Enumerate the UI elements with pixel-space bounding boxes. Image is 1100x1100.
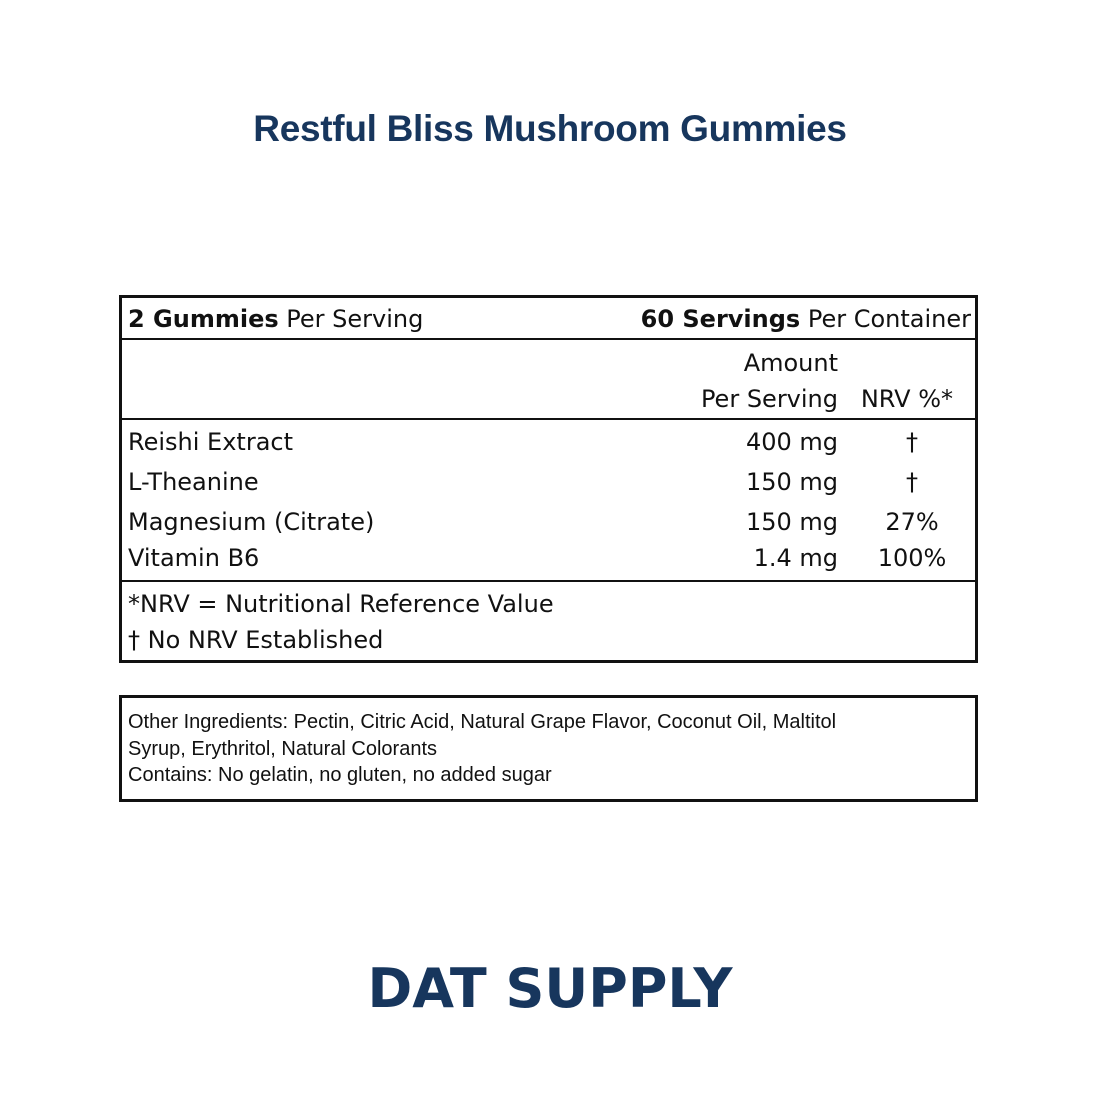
ingredient-nrv: 100% [877,544,947,572]
ingredient-row [122,428,975,464]
header-amount: Amount [743,349,838,377]
ingredient-name: Vitamin B6 [128,544,260,572]
ingredient-row [122,508,975,544]
servings-per-container [641,305,971,333]
footnote-no-nrv: † No NRV Established [128,626,384,654]
ingredient-amount: 150 mg [745,508,838,536]
other-ingredients-box [119,695,978,802]
column-header-row [122,340,975,420]
other-ingredients-line: Syrup, Erythritol, Natural Colorants [128,737,438,760]
other-ingredients-line: Other Ingredients: Pectin, Citric Acid, Natural Grape Flavor, Coconut Oil, Maltitol [128,711,837,733]
ingredient-row [122,544,975,580]
header-nrv: NRV %* [860,385,953,413]
ingredient-list [122,420,975,582]
ingredient-nrv: † [906,468,918,496]
serving-size-value: 2 Gummies [128,305,279,333]
ingredient-name: L-Theanine [128,468,259,496]
ingredient-amount: 1.4 mg [753,544,838,572]
ingredient-amount: 400 mg [745,428,838,456]
footnotes [122,582,975,660]
serving-size-label: Per Serving [278,305,424,333]
servings-label: Per Container [800,305,971,333]
ingredient-row [122,468,975,504]
product-title: Restful Bliss Mushroom Gummies [253,108,847,149]
ingredient-name: Reishi Extract [128,428,293,456]
contains-statement: Contains: No gelatin, no gluten, no added sugar [128,764,552,786]
supplement-facts-panel [119,295,978,663]
header-per-serving: Per Serving [700,385,838,413]
ingredient-nrv: † [906,428,918,456]
serving-info-row [122,298,975,340]
ingredient-nrv: 27% [885,508,939,536]
footnote-nrv-definition: *NRV = Nutritional Reference Value [128,590,554,618]
brand-logo-text: DAT SUPPLY [367,957,733,1020]
ingredient-amount: 150 mg [745,468,838,496]
servings-value: 60 Servings [640,305,801,333]
serving-size [128,305,423,333]
ingredient-name: Magnesium (Citrate) [128,508,375,536]
